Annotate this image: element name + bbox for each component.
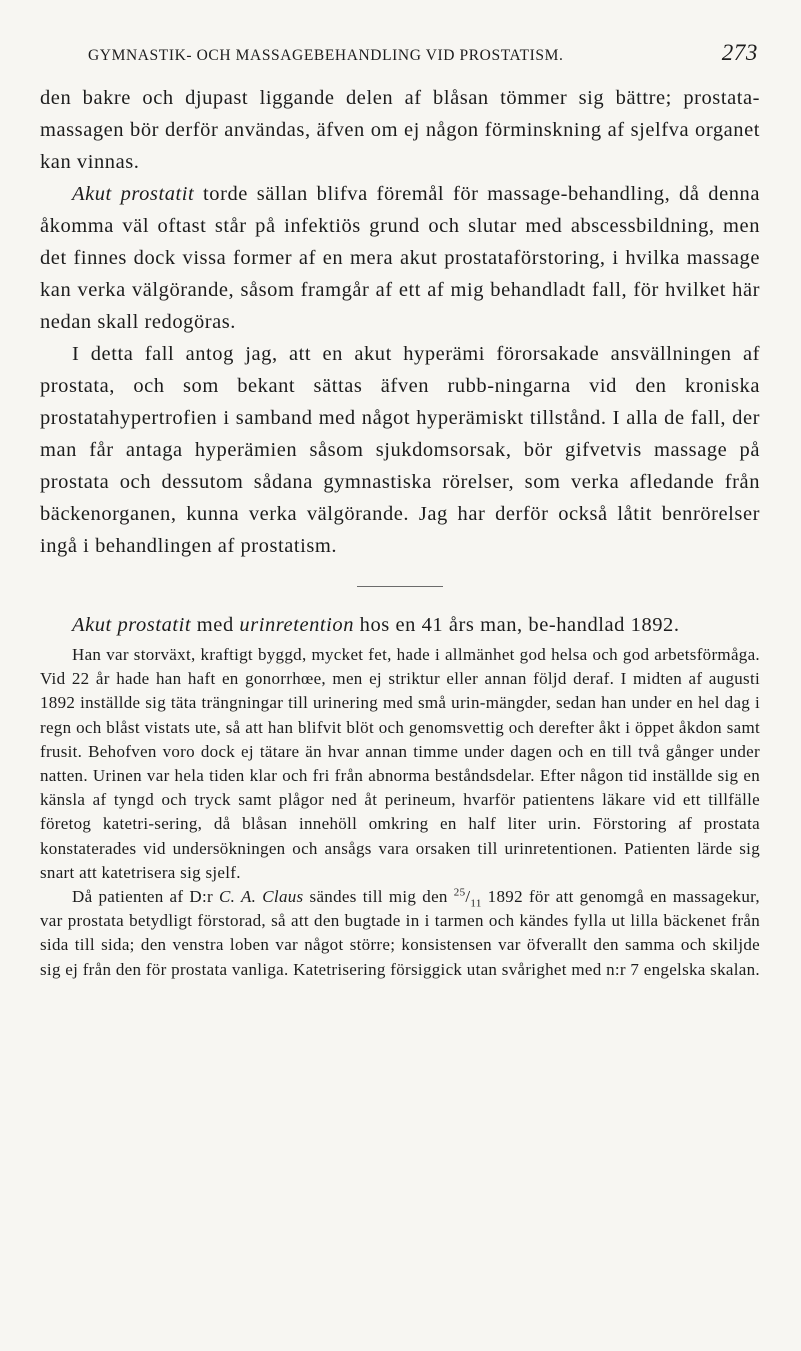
- term-akut-prostatit: Akut prostatit: [72, 183, 195, 205]
- case-paragraph-2-end: 1892 för att genomgå en massagekur, var prostata betydligt förstorad, så att den bugtade in i tarmen och kändes fylla ut lilla bäckenet från sida till sida; den venstra loben var något större; konsistensen var öfverallt den samma och skiljde sig ej från den för prostata vanliga. Katetrisering försiggick utan svårighet med n:r 7 engelska skalan.: [40, 887, 760, 979]
- paragraph-2: [40, 178, 760, 338]
- case-paragraph-1: Han var storväxt, kraftigt byggd, mycket fet, hade i allmänhet god helsa och god arbetsförmåga. Vid 22 år hade han haft en gonorrhœe, men ej striktur eller annan följd deraf. I midten af augusti 1892 inställde sig täta trängningar till urinering med små urin-mängder, sedan han under en hel dag i regn och blåst vistats ute, så att han blifvit blöt och genomsvettig och derefter åkt i öppet åkdon samt frusit. Behofven voro dock ej tätare än hvar annan timme under dagen och en till två gånger under natten. Urinen var hela tiden klar och fri från abnorma beståndsdelar. Efter någon tid inställde sig en känsla af tyngd och tryck samt plågor ned åt perineum, hvarför patientens läkare vid ett tillfälle företog katetri-sering, då blåsan innehöll omkring en half liter urin. Förstoring af prostata konstaterades vid undersökningen och ansågs vara orsaken till urinretentionen. Patienten lärde sig snart att katetrisera sig sjelf.: [40, 645, 760, 882]
- book-page: [40, 40, 760, 982]
- running-head: [40, 40, 760, 66]
- case-paragraph-2-start: Då patienten af D:r: [72, 887, 220, 907]
- date-day: 25: [453, 886, 466, 899]
- case-paragraph-2: [40, 885, 760, 982]
- case-heading: [40, 609, 760, 641]
- date-slash: /: [465, 887, 471, 907]
- main-text: [40, 82, 760, 562]
- date-month: 11: [470, 897, 482, 910]
- paragraph-3: I detta fall antog jag, att en akut hyperämi förorsakade ansvällningen af prostata, och som bekant sättas äfven rubb-ningarna vid den kroniska prostatahypertrofien i samband med något hyperämiskt tillstånd. I alla de fall, der man får antaga hyperämien såsom sjukdomsorsak, bör gifvetvis massage på prostata och dessutom sådana gymnastiska rörelser, som verka afledande från bäckenorganen, kunna verka välgörande. Jag har derför också låtit benrörelser ingå i behandlingen af prostatism.: [40, 343, 760, 557]
- page-number: 273: [721, 40, 758, 65]
- running-head-title: GYMNASTIK- OCH MASSAGEBEHANDLING VID PROSTATISM.: [88, 47, 564, 64]
- case-heading-term-1: Akut prostatit: [72, 614, 192, 636]
- section-divider: [357, 586, 443, 587]
- paragraph-2-text: torde sällan blifva föremål för massage-behandling, då denna åkomma väl oftast står på infektiös grund och slutar med abscessbildning, men det finnes dock vissa former af en mera akut prostataförstoring, i hvilka massage kan verka välgörande, såsom framgår af ett af mig behandladt fall, för hvilket här nedan skall redogöras.: [40, 183, 760, 333]
- case-heading-connector: med: [191, 614, 240, 636]
- doctor-name: C. A. Claus: [219, 887, 304, 907]
- case-report: [40, 643, 760, 982]
- case-paragraph-2-mid: sändes till mig den: [303, 887, 454, 907]
- paragraph-1: den bakre och djupast liggande delen af blåsan tömmer sig bättre; prostata-massagen bör derför användas, äfven om ej någon förminskning af sjelfva organet kan vinnas.: [40, 87, 760, 173]
- case-heading-term-2: urinretention: [239, 614, 354, 636]
- case-heading-text: hos en 41 års man, be-handlad 1892.: [354, 614, 680, 636]
